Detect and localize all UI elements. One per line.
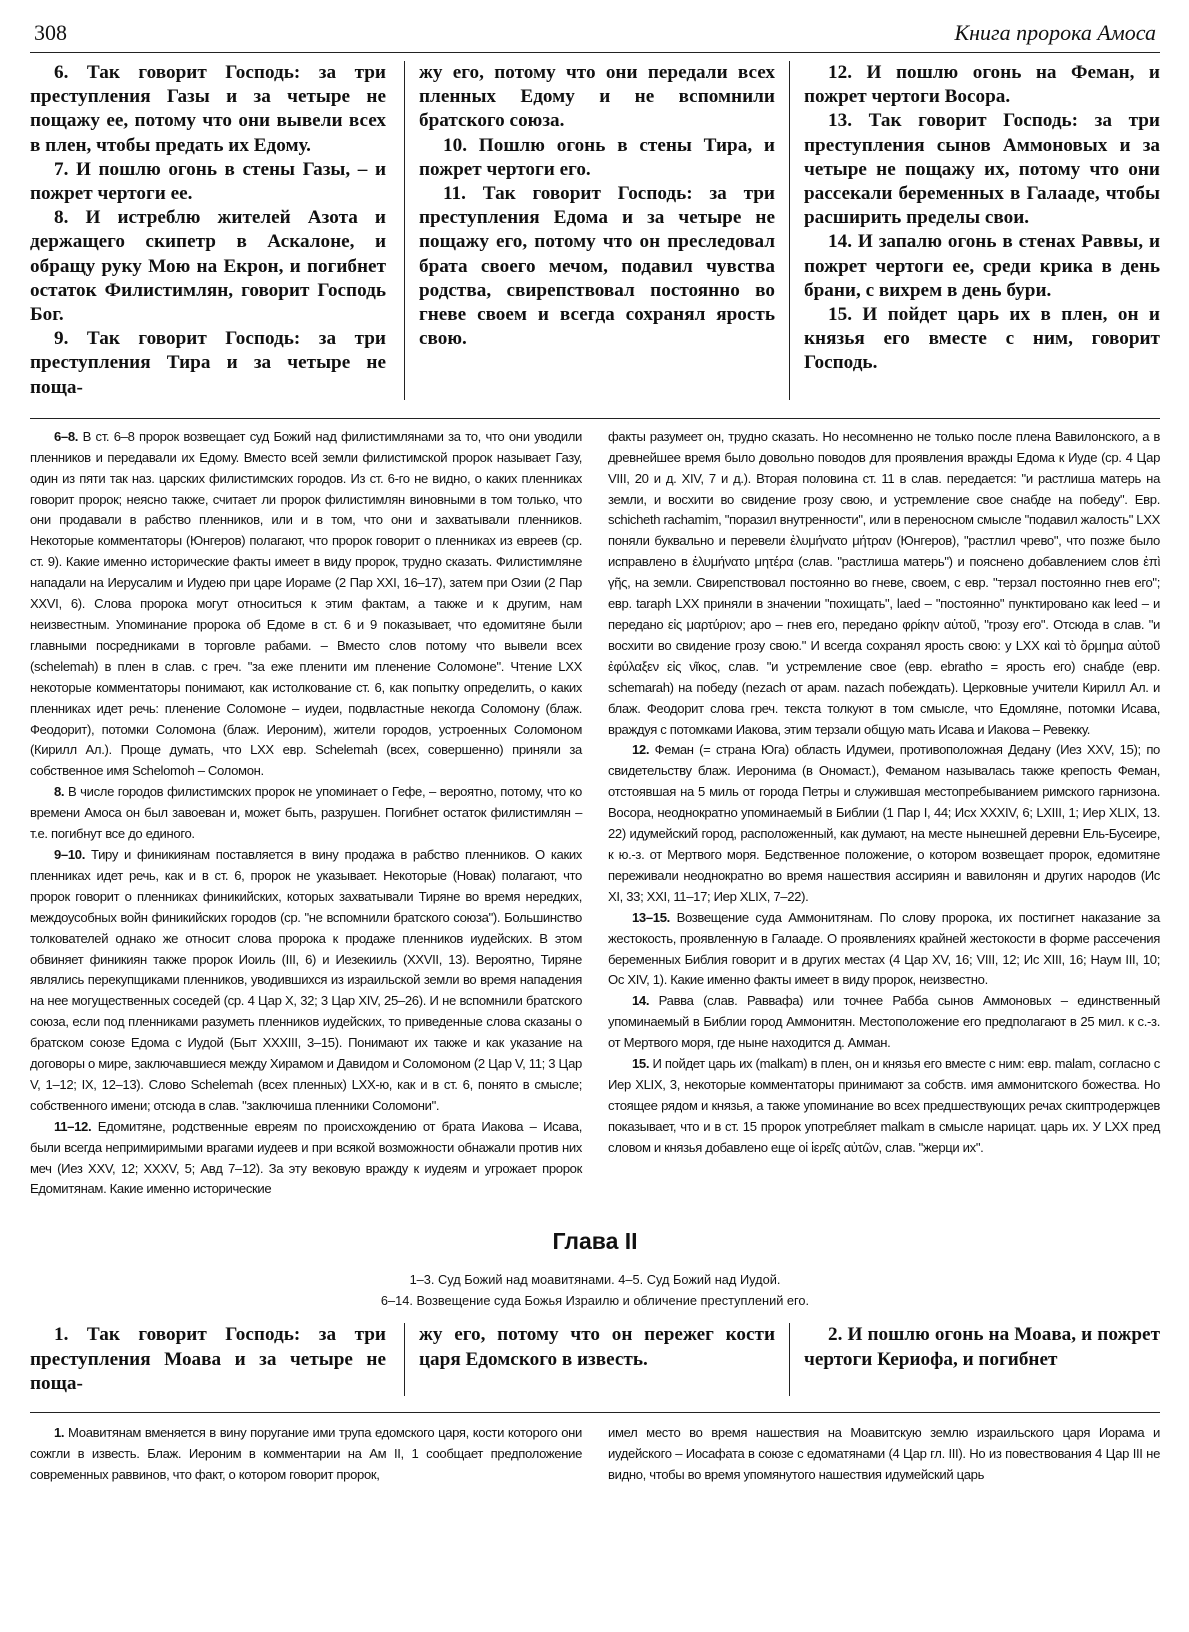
summary-line: 1–3. Суд Божий над моавитянами. 4–5. Суд Божий над Иудой. <box>409 1272 781 1288</box>
commentary-column-2 <box>595 1423 1160 1486</box>
commentary-column-1 <box>30 427 595 1201</box>
bible-column-2 <box>404 61 789 400</box>
commentary-paragraph: факты разумеет он, трудно сказать. Но несомненно не только после плена Вавилонского, а в древнейшее время было довольно поводов для проявления вражды Едома к Иуде (ср. 4 Цар VIII, 20 и д. XIV, 7 и д.). Вторая половина ст. 11 в слав. передается: "и растлиша матерь на земли, и восхити во свидение грозу свою, и устремление свое снабде на победу". Евр. schicheth rachamim, "поразил внутренности", или в переносном смысле "подавил жалость" LXX поняли буквально и перевели ἐλυμήνατο μήτραν (Юнгеров), "растлил чрево", что позже было исправлено в ἐλυμήνατο μητέρα (слав. "растлиша матерь") и пояснено добавлением слов ἐπὶ γῆς, на земли. Свирепствовал постоянно во гневе, своем, с евр. "терзал постоянно гнев его"; евр. taraph LXX приняли в значении "похищать", laed – "постоянно" пунктировано как leed – и передано εἰς μαρτύριον; аро – гнев его, передано φρίκην αὐτοῦ, "грозу его". Отсюда в слав. "и восхити во свидение грозу свою." И всегда сохранял ярость свою: у LXX καὶ τὸ ὅρμημα αὐτοῦ ἐφύλαξεν εἰς νῖκος, слав. "и устремление свое (евр. ebratho = ярость его) снабде (евр. schemarah) на победу (nezach от арам. nazach побеждать). Церковные учители Кирилл Ал. и блаж. Феодорит слова греч. текста толкуют в том смысле, что Едомляне, потомки Исава, враждуя с потомками Иакова, этим терзали общую мать Исава и Иакова – Ревекку. <box>608 428 1160 737</box>
commentary-paragraph: 11–12. Едомитяне, родственные евреям по происхождению от брата Иакова – Исава, были всегда непримиримыми врагами иудеев и при всякой возможности обнажали против них меч (Иез XXV, 12; XXXV, 5; Авд 7–12). За эту вековую вражду к иудеям и угрожает пророк Едомитянам. Какие именно исторические <box>30 1118 582 1197</box>
bible-column-3 <box>789 1323 1160 1396</box>
verse: 9. Так говорит Господь: за три преступления Тира и за четыре не поща- <box>30 328 386 398</box>
commentary-paragraph: 1. Моавитянам вменяется в вину поругание ими трупа едомского царя, кости которого они сожгли в известь. Блаж. Иероним в комментарии на Ам II, 1 сообщает предположение современных раввинов, что факт, о котором говорит пророк, <box>30 1424 582 1482</box>
page <box>30 18 1160 1486</box>
commentary-paragraph: 8. В числе городов филистимских пророк не упоминает о Гефе, – вероятно, потому, что ко времени Амоса он был завоеван и, может быть, разрушен. Погибнет остаток филистимлян – т.е. погибнут все до единого. <box>30 784 582 842</box>
section-divider <box>30 418 1160 419</box>
commentary-bottom <box>30 1423 1160 1486</box>
verse: 11. Так говорит Господь: за три преступления Едома и за четыре не пощажу его, потому что он преследовал брата своего мечом, подавил чувства родства, свирепствовал постоянно во гневе своем и всегда сохранял ярость свою. <box>419 183 775 350</box>
verse: 2. И пошлю огонь на Моава, и пожрет чертоги Кериофа, и погибнет <box>804 1324 1160 1370</box>
commentary-column-2 <box>595 427 1160 1201</box>
running-title: Книга пророка Амоса <box>954 20 1156 45</box>
chapter-summary <box>30 1269 1160 1311</box>
bible-text-top <box>30 61 1160 400</box>
bible-column-3 <box>789 61 1160 400</box>
bible-column-2 <box>404 1323 789 1396</box>
commentary-paragraph: 6–8. В ст. 6–8 пророк возвещает суд Божий над филистимлянами за то, что они уводили пленников и передавали их Едому. Вместо всей земли филистимской пророк называет Газу, один из пяти так наз. царских филистимских городов. Из ст. 6-го не видно, о каких пленниках говорит пророк; неясно также, считает ли пророк филистимлян виновными в том только, что они продавали в рабство пленников, или и в том, что они и захватывали пленников. Некоторые комментаторы (Юнгеров) полагают, что пророк говорит о пленниках из евреев (ср. ст. 9). Какие именно исторические факты имеет в виду пророк, трудно сказать. Филистимляне нападали на Иерусалим и Иудею при царе Иораме (2 Пар XXI, 16–17), затем при Озии (2 Пар XXVI, 6). Слова пророка могут относиться к этим фактам, а также и к другим, нам неизвестным. Упоминание пророка об Едоме в ст. 6 и 9 показывает, что едомитяне были главными посредниками в торговле рабами. – Вместо слов потому что вывели всех (schelemah) в плен в слав. с греч. "за еже пленити им пленение Соломоне". Чтение LXX некоторые комментаторы понимают, как истолкование ст. 6, как попытку определить, о каких пленниках идет речь: пленение Соломоне – иудеи, подвластные некогда Соломону (блаж. Феодорит), потомки Соломона (блаж. Иероним), жители городов, устроенных Соломоном (Кирилл Ал.). Проще думать, что LXX евр. Schelemah (всех, совершенно) приняли за собственное имя Schelomoh – Соломон. <box>30 428 582 779</box>
commentary-paragraph: 9–10. Тиру и финикиянам поставляется в вину продажа в рабство пленников. О каких пленниках идет речь, как и в ст. 6, пророк не указывает. Некоторые (Новак) полагают, что пророк говорит о пленниках финикийских, которых захватывали Тиряне во время нередких, междоусобных войн финикийских городов (ср. "не вспомнили братского союза"). Большинство толкователей однако же относит слова пророка к продаже пленников иудейских. В этом обвиняет финикиян также пророк Иоиль (III, 6) и Иезекииль (XXVII, 13). Вероятно, Тиряне являлись перекупщиками пленников, уводившихся из израильской земли во время нападения на нее могущественных соседей (ср. 4 Цар X, 32; 3 Цар XIV, 25–26). И не вспомнили братского союза, если под пленниками разуметь пленников иудейских, то приведенные слова сказаны о братском союзе Едома с Иудой (Быт XXXIII, 3–15). Понимают их также и как указание на договоры о мире, заключавшиеся между Хирамом и Давидом и Соломоном (2 Цар V, 11; 3 Цар V, 1–12; IX, 12–13). Слово Schelemah (всех пленных) LXX-ю, как и в ст. 6, понято в смысле; собственного имени; отсюда в слав. "заключиша пленники Соломони". <box>30 846 582 1113</box>
bible-column-1 <box>30 61 404 400</box>
verse: 8. И истреблю жителей Азота и держащего скипетр в Аскалоне, и обращу руку Мою на Екрон, и погибнет остаток Филистимлян, говорит Господь Бог. <box>30 207 386 326</box>
commentary-column-1 <box>30 1423 595 1486</box>
page-number: 308 <box>34 20 67 45</box>
commentary-paragraph: 13–15. Возвещение суда Аммонитянам. По слову пророка, их постигнет наказание за жестокость, проявленную в Галааде. О проявлениях крайней жестокости в форме рассечения беременных Библия говорит и в других местах (4 Цар XV, 16; VIII, 12; Ис XIII, 16; Наум III, 10; Ос XIV, 1). Какие именно факты имеет в виду пророк, неизвестно. <box>608 909 1160 988</box>
verse: 6. Так говорит Господь: за три преступления Газы и за четыре не пощажу ее, потому что они вывели всех в плен, чтобы предать их Едому. <box>30 62 386 156</box>
verse: 1. Так говорит Господь: за три преступления Моава и за четыре не поща- <box>30 1324 386 1394</box>
commentary-paragraph: имел место во время нашествия на Моавитскую землю израильского царя Иорама и иудейского – Иосафата в союзе с едоматянами (4 Цар гл. III). Но из повествования 4 Цар III не видно, чтобы во время упомянутого нашествия идумейский царь <box>608 1424 1160 1482</box>
verse: жу его, потому что он пережег кости царя Едомского в известь. <box>419 1324 775 1370</box>
verse: 14. И запалю огонь в стенах Раввы, и пожрет чертоги ее, среди крика в день брани, с вихрем в день бури. <box>804 231 1160 301</box>
verse: 10. Пошлю огонь в стены Тира, и пожрет чертоги его. <box>419 134 775 180</box>
verse: жу его, потому что они передали всех пленных Едому и не вспомнили братского союза. <box>419 62 775 132</box>
commentary-top <box>30 427 1160 1201</box>
verse: 7. И пошлю огонь в стены Газы, – и пожрет чертоги ее. <box>30 158 386 205</box>
summary-line: 6–14. Возвещение суда Божья Израилю и обличение преступлений его. <box>380 1293 810 1309</box>
section-divider <box>30 1412 1160 1413</box>
commentary-paragraph: 14. Равва (слав. Раввафа) или точнее Рабба сынов Аммоновых – единственный упоминаемый в Библии город Аммонитян. Местоположение его предполагают в 25 мил. к с.-з. от Мертвого моря, где ныне находится д. Амман. <box>608 993 1160 1051</box>
verse: 12. И пошлю огонь на Феман, и пожрет чертоги Восора. <box>804 62 1160 108</box>
bible-text-bottom <box>30 1323 1160 1396</box>
verse: 13. Так говорит Господь: за три преступления сынов Аммоновых и за четыре не пощажу их, потому что они рассекали беременных в Галааде, чтобы расширить пределы свои. <box>804 110 1160 229</box>
chapter-title: Глава II <box>552 1228 638 1255</box>
bible-column-1 <box>30 1323 404 1396</box>
verse: 15. И пойдет царь их в плен, он и князья его вместе с ним, говорит Господь. <box>804 304 1160 374</box>
commentary-paragraph: 12. Феман (= страна Юга) область Идумеи, противоположная Дедану (Иез XXV, 15); по свидетельству блаж. Иеронима (в Ономаст.), Феманом называлась также крепость Феман, отстоявшая на 5 миль от города Петры и служившая местопребыванием римского гарнизона. Восора, неоднократно упоминаемый в Библии (1 Пар I, 44; Исх XXXIV, 6; LXIII, 1; Иер XLIX, 13. 22) идумейский город, расположенный, как думают, на месте нынешней деревни Ель-Бусеире, к ю.-з. от Мертвого моря. Бедственное положение, о котором возвещает пророк, едомитяне переживали неоднократно во время нашествия ассириян и вавилонян и других народов (Ис XI, 33; XXI, 11–17; Иер XLIX, 7–22). <box>608 742 1160 904</box>
commentary-paragraph: 15. И пойдет царь их (malkam) в плен, он и князья его вместе с ним: евр. malam, согласно с Иер XLIX, 3, некоторые комментаторы принимают за собств. имя аммонитского божества. Но стоящее рядом и князья, а также упоминание во всех предшествующих речах скиптродержцев показывает, что и в ст. 15 пророк употребляет malkam в смысле нарицат. царь их. У LXX пред словом и князья добавлено еще οἱ ἱερεῖς αὐτῶν, слав. "жерци их". <box>608 1056 1160 1155</box>
page-header <box>30 18 1160 53</box>
